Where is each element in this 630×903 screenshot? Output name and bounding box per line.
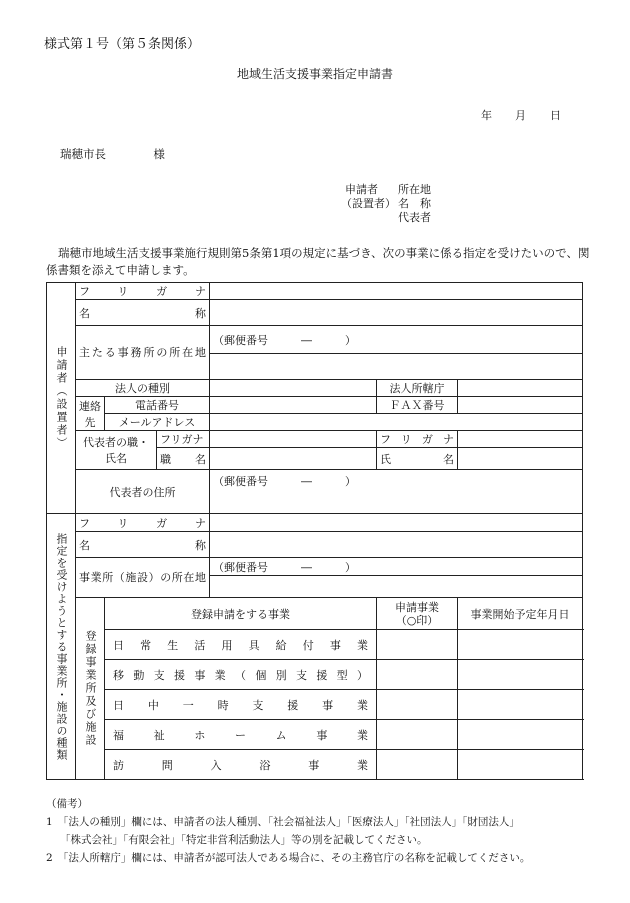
main-office-postal[interactable]: （郵便番号 ― ） <box>210 326 583 354</box>
notes-heading: （備考） <box>46 798 88 810</box>
service-applied-field[interactable] <box>377 660 458 690</box>
service-start-date-field[interactable] <box>458 660 583 690</box>
service-row-label: 福祉ホーム事業 <box>105 720 377 750</box>
corp-authority-label: 法人所轄庁 <box>377 380 458 397</box>
service-start-date-field[interactable] <box>458 690 583 720</box>
service-applied-field[interactable] <box>377 690 458 720</box>
corp-type-label: 法人の種別 <box>76 380 210 397</box>
body-text: 瑞穂市地域生活支援事業施行規則第5条第1項の規定に基づき、次の事業に係る指定を受けたいので、関係書類を添えて申請します。 <box>46 246 590 277</box>
service-applied-field[interactable] <box>377 750 458 780</box>
date-month: 月 <box>515 109 526 122</box>
facility-location-label: 事業所（施設）の所在地 <box>76 558 210 598</box>
rep-name-furigana-field[interactable] <box>458 431 583 448</box>
note-item: 1 「法人の種別」欄には、申請者の法人種別、「社会福祉法人」「医療法人」「社団法人」「財団法人」 <box>46 816 520 828</box>
service-start-date-field[interactable] <box>458 630 583 660</box>
service-start-date-field[interactable] <box>458 750 583 780</box>
rep-address-postal[interactable]: （郵便番号 ― ） <box>210 470 583 514</box>
applied-header <box>377 598 458 630</box>
facility-location-postal[interactable]: （郵便番号 ― ） <box>210 558 583 576</box>
registration-header: 登録申請をする事業 <box>105 598 377 630</box>
corp-authority-field[interactable] <box>458 380 583 397</box>
date-year: 年 <box>481 109 492 122</box>
addressee <box>60 149 165 161</box>
rep-name-field[interactable] <box>458 448 583 470</box>
service-applied-field[interactable] <box>377 630 458 660</box>
applicant-location-label: 所在地 <box>398 183 431 196</box>
facility-name-field[interactable] <box>210 532 583 558</box>
addressee-honorific: 様 <box>153 147 165 161</box>
applicant-name-label: 名 称 <box>398 197 431 210</box>
service-start-date-field[interactable] <box>458 720 583 750</box>
rep-name-label: 氏名 <box>377 448 458 470</box>
applicant-role: 申請者 <box>345 183 378 196</box>
fax-field[interactable] <box>458 397 583 414</box>
furigana-label: フリガナ <box>76 283 210 300</box>
service-row-label: 日中一時支援事業 <box>105 690 377 720</box>
furigana-field[interactable] <box>210 283 583 300</box>
rep-title-furigana-field[interactable] <box>210 431 377 448</box>
rep-furigana-label: フリガナ <box>157 431 210 448</box>
applicant-representative-label: 代表者 <box>398 211 431 224</box>
service-applied-field[interactable] <box>377 720 458 750</box>
main-office-label: 主たる事務所の所在地 <box>76 326 210 380</box>
rep-title-name-label: 代表者の職・氏名 <box>76 431 157 470</box>
rep-address-label: 代表者の住所 <box>76 470 210 514</box>
email-label: メールアドレス <box>105 414 210 431</box>
note-item: 2 「法人所轄庁」欄には、申請者が認可法人である場合に、その主務官庁の名称を記載してください。 <box>46 852 531 864</box>
fax-label: ＦＡＸ番号 <box>377 397 458 414</box>
name-field[interactable] <box>210 300 583 326</box>
phone-label: 電話番号 <box>105 397 210 414</box>
note-item: 「株式会社」「有限会社」「特定非営利活動法人」等の別を記載してください。 <box>60 834 428 846</box>
service-row-label: 訪問入浴事業 <box>105 750 377 780</box>
page-title: 地域生活支援事業指定申請書 <box>236 67 393 81</box>
section-applicant-label: 申請者（設置者） <box>47 283 76 514</box>
facility-location-address-field[interactable] <box>210 576 583 598</box>
main-office-address-field[interactable] <box>210 354 583 380</box>
applied-header-line1: 申請事業 <box>395 600 440 614</box>
corp-type-field[interactable] <box>210 380 377 397</box>
service-row-label: 日常生活用具給付事業 <box>105 630 377 660</box>
form-number: 様式第１号（第５条関係） <box>44 37 201 52</box>
date-day: 日 <box>550 109 561 122</box>
contact-label: 連絡先 <box>76 397 105 431</box>
section-facility-label: 指定を受けようとする事業所・施設の種類 <box>47 514 76 780</box>
phone-field[interactable] <box>210 397 377 414</box>
application-form-table <box>46 282 583 780</box>
facility-furigana-field[interactable] <box>210 514 583 532</box>
addressee-name: 瑞穂市長 <box>60 147 106 161</box>
facility-furigana-label: フリガナ <box>76 514 210 532</box>
service-row-label: 移動支援事業（個別支援型） <box>105 660 377 690</box>
applicant-role-sub: （設置者） <box>341 197 396 210</box>
notes <box>46 795 606 867</box>
registered-facility-label: 登録事業所及び施設 <box>76 598 105 780</box>
email-field[interactable] <box>210 414 583 431</box>
rep-furigana2-label: フリガナ <box>377 431 458 448</box>
rep-title-label: 職名 <box>157 448 210 470</box>
rep-title-field[interactable] <box>210 448 377 470</box>
facility-name-label: 名称 <box>76 532 210 558</box>
start-date-header: 事業開始予定年月日 <box>458 598 583 630</box>
applied-header-line2: （○印） <box>395 613 439 627</box>
name-label: 名称 <box>76 300 210 326</box>
